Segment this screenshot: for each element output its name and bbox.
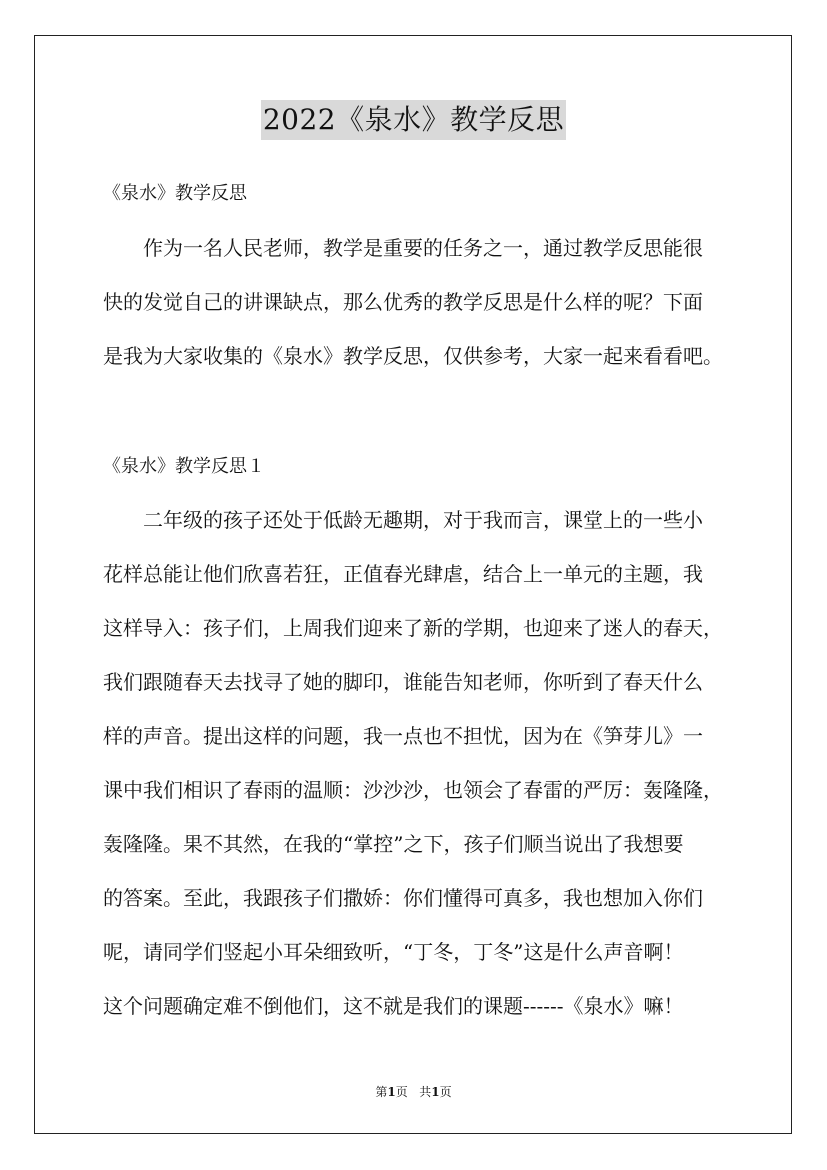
body-line: 样的声音。提出这样的问题，我一点也不担忧，因为在《笋芽儿》一	[103, 724, 703, 748]
footer-page-number: 1	[387, 1085, 396, 1099]
body-line: 轰隆隆。果不其然，在我的“掌控”之下，孩子们顺当说出了我想要	[103, 832, 684, 856]
footer-total-prefix: 共	[419, 1085, 432, 1099]
body-line: 花样总能让他们欣喜若狂，正值春光肆虐，结合上一单元的主题，我	[103, 562, 703, 586]
body-line: 的答案。至此，我跟孩子们撒娇：你们懂得可真多，我也想加入你们	[103, 886, 703, 910]
footer-prefix: 第	[375, 1085, 388, 1099]
body-line: 二年级的孩子还处于低龄无趣期，对于我而言，课堂上的一些小	[143, 508, 703, 532]
intro-line: 快的发觉自己的讲课缺点，那么优秀的教学反思是什么样的呢？下面	[103, 290, 703, 314]
footer-total-label: 页	[439, 1085, 452, 1099]
document-title: 2022《泉水》教学反思	[261, 100, 566, 140]
body-line: 这个问题确定难不倒他们，这不就是我们的课题------《泉水》嘛！	[103, 994, 684, 1018]
footer-page-label: 页	[395, 1085, 408, 1099]
intro-line: 作为一名人民老师，教学是重要的任务之一，通过教学反思能很	[143, 236, 703, 260]
intro-line: 是我为大家收集的《泉水》教学反思，仅供参考，大家一起来看看吧。	[103, 344, 723, 368]
footer-total-pages: 1	[431, 1085, 440, 1099]
page-footer	[0, 1084, 827, 1100]
section-heading: 《泉水》教学反思１	[103, 456, 265, 477]
body-line: 我们跟随春天去找寻了她的脚印，谁能告知老师，你听到了春天什么	[103, 670, 703, 694]
title-container	[0, 100, 827, 140]
body-line: 课中我们相识了春雨的温顺：沙沙沙，也领会了春雷的严厉：轰隆隆，	[103, 778, 723, 802]
body-line: 这样导入：孩子们，上周我们迎来了新的学期，也迎来了迷人的春天，	[103, 616, 723, 640]
intro-heading: 《泉水》教学反思	[103, 183, 247, 204]
body-line: 呢，请同学们竖起小耳朵细致听，“丁冬，丁冬”这是什么声音啊！	[103, 940, 684, 964]
